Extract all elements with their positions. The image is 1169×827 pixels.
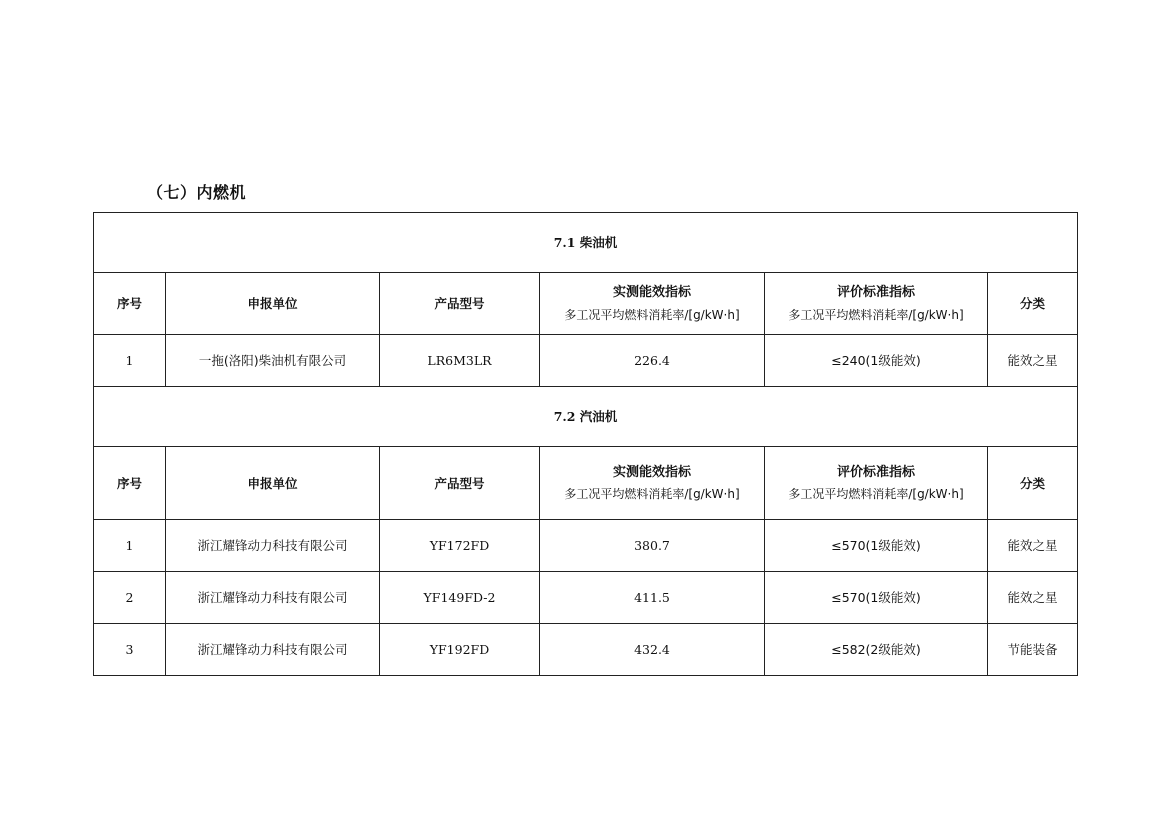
header-row (94, 273, 1078, 335)
cell-standard: ≤240(1级能效) (765, 335, 988, 387)
header-measured (540, 273, 765, 335)
header-category: 分类 (988, 273, 1078, 335)
header-measured-title: 实测能效指标 (612, 285, 691, 300)
header-model: 产品型号 (380, 273, 540, 335)
cell-measured: 411.5 (540, 572, 765, 624)
cell-measured: 380.7 (540, 520, 765, 572)
header-standard-title: 评价标准指标 (836, 285, 915, 300)
cell-category: 节能装备 (988, 624, 1078, 676)
header-row (94, 447, 1078, 520)
table-row (94, 572, 1078, 624)
cell-seq: 1 (94, 335, 166, 387)
cell-standard: ≤570(1级能效) (765, 572, 988, 624)
document-heading: （七）内燃机 (147, 183, 247, 202)
section-title-row (94, 387, 1078, 447)
table-row (94, 624, 1078, 676)
cell-measured: 226.4 (540, 335, 765, 387)
cell-model: LR6M3LR (380, 335, 540, 387)
cell-model: YF192FD (380, 624, 540, 676)
header-seq: 序号 (94, 273, 166, 335)
energy-efficiency-table (93, 212, 1078, 676)
header-unit: 申报单位 (166, 447, 380, 520)
header-category: 分类 (988, 447, 1078, 520)
cell-seq: 3 (94, 624, 166, 676)
header-standard (765, 447, 988, 520)
cell-model: YF172FD (380, 520, 540, 572)
cell-standard: ≤582(2级能效) (765, 624, 988, 676)
cell-seq: 1 (94, 520, 166, 572)
header-standard-subtitle: 多工况平均燃料消耗率/[g/kW·h] (788, 307, 964, 322)
cell-unit: 浙江耀锋动力科技有限公司 (166, 624, 380, 676)
header-seq: 序号 (94, 447, 166, 520)
section-title-gasoline: 7.2 汽油机 (94, 387, 1078, 447)
header-standard-subtitle: 多工况平均燃料消耗率/[g/kW·h] (788, 487, 964, 502)
header-unit: 申报单位 (166, 273, 380, 335)
table-row (94, 520, 1078, 572)
header-measured-title: 实测能效指标 (612, 464, 691, 480)
cell-category: 能效之星 (988, 335, 1078, 387)
header-standard-title: 评价标准指标 (836, 464, 915, 480)
cell-unit: 一拖(洛阳)柴油机有限公司 (166, 335, 380, 387)
cell-category: 能效之星 (988, 572, 1078, 624)
table-row (94, 335, 1078, 387)
cell-unit: 浙江耀锋动力科技有限公司 (166, 572, 380, 624)
cell-category: 能效之星 (988, 520, 1078, 572)
cell-seq: 2 (94, 572, 166, 624)
header-standard (765, 273, 988, 335)
cell-unit: 浙江耀锋动力科技有限公司 (166, 520, 380, 572)
section-title-diesel: 7.1 柴油机 (94, 213, 1078, 273)
header-model: 产品型号 (380, 447, 540, 520)
section-title-row (94, 213, 1078, 273)
header-measured-subtitle: 多工况平均燃料消耗率/[g/kW·h] (564, 487, 740, 502)
cell-measured: 432.4 (540, 624, 765, 676)
header-measured (540, 447, 765, 520)
cell-model: YF149FD-2 (380, 572, 540, 624)
cell-standard: ≤570(1级能效) (765, 520, 988, 572)
header-measured-subtitle: 多工况平均燃料消耗率/[g/kW·h] (564, 307, 740, 322)
